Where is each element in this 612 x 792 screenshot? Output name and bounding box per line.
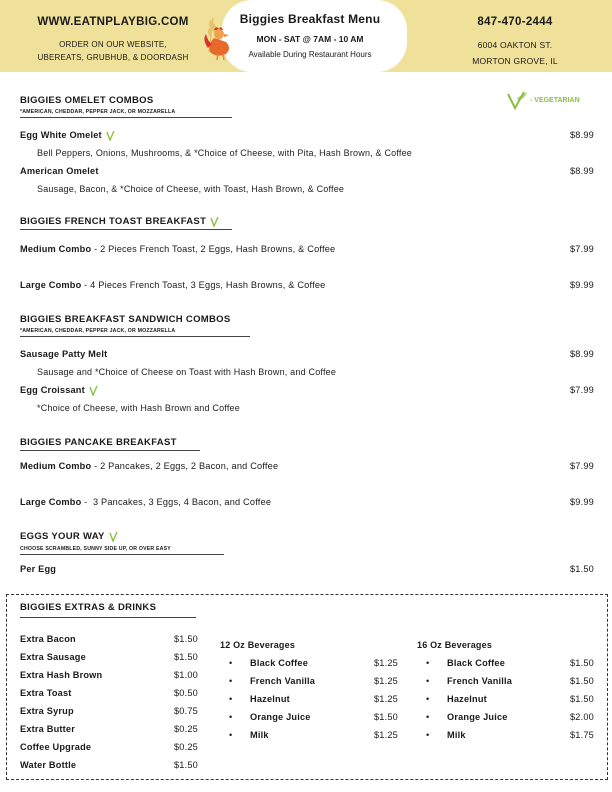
bullet-icon: • (229, 712, 233, 722)
list-item (417, 690, 594, 708)
item-name: Per Egg (20, 564, 57, 574)
item-name: Sausage Patty Melt (20, 349, 108, 359)
item-description: - 2 Pieces French Toast, 2 Eggs, Hash Browns, & Coffee (91, 244, 336, 254)
item-price: $8.99 (570, 349, 594, 359)
item-price: $1.50 (174, 760, 198, 770)
list-item (220, 672, 398, 690)
beverages-12oz (220, 640, 398, 744)
item-price: $0.50 (174, 688, 198, 698)
menu-item (20, 130, 115, 141)
section-divider (20, 336, 250, 337)
item-description: - 4 Pieces French Toast, 3 Eggs, Hash Browns, & Coffee (81, 280, 326, 290)
menu-item (20, 461, 278, 471)
item-name: Extra Hash Brown (20, 670, 103, 680)
item-price: $1.50 (570, 694, 594, 704)
eggs-section-subtitle: CHOOSE SCRAMBLED, SUNNY SIDE UP, OR OVER EASY (20, 546, 171, 552)
beverages-16oz-title: 16 Oz Beverages (417, 640, 493, 650)
french-toast-title-text: BIGGIES FRENCH TOAST BREAKFAST (20, 216, 207, 228)
section-divider (20, 229, 232, 230)
omelet-section-subtitle: *AMERICAN, CHEDDAR, PEPPER JACK, OR MOZZARELLA (20, 109, 176, 115)
item-name: Orange Juice (447, 712, 508, 722)
item-price: $1.50 (570, 564, 594, 574)
section-divider (20, 554, 224, 555)
menu-item (20, 385, 98, 396)
bullet-icon: • (229, 658, 233, 668)
section-divider (20, 117, 232, 118)
order-line-2: UBEREATS, GRUBHUB, & DOORDASH (37, 53, 189, 62)
section-divider (20, 450, 200, 451)
vegetarian-leaf-icon (506, 90, 528, 110)
item-price: $2.00 (570, 712, 594, 722)
bullet-icon: • (229, 730, 233, 740)
list-item (220, 654, 398, 672)
item-description: - 2 Pancakes, 2 Eggs, 2 Bacon, and Coffee (91, 461, 279, 471)
item-name: Coffee Upgrade (20, 742, 92, 752)
menu-hours: MON - SAT @ 7AM - 10 AM (256, 34, 364, 44)
item-name: Hazelnut (250, 694, 290, 704)
item-price: $1.25 (374, 730, 398, 740)
phone-number[interactable]: 847-470-2444 (477, 16, 553, 28)
menu-item (20, 497, 271, 507)
header-right-block (440, 16, 590, 69)
item-description: Bell Peppers, Onions, Mushrooms, & *Choice of Cheese, with Pita, Hash Brown, & Coffee (37, 148, 413, 158)
beverages-12oz-title: 12 Oz Beverages (220, 640, 296, 650)
vegetarian-leaf-icon (109, 531, 118, 542)
address-line-2: MORTON GROVE, IL (472, 56, 558, 66)
item-description: Sausage, Bacon, & *Choice of Cheese, with Toast, Hash Brown, & Coffee (37, 184, 345, 194)
item-description: *Choice of Cheese, with Hash Brown and Coffee (37, 403, 240, 413)
item-name: French Vanilla (250, 676, 316, 686)
item-name: Hazelnut (447, 694, 487, 704)
menu-item (20, 564, 56, 574)
order-line-1: ORDER ON OUR WEBSITE, (59, 40, 167, 49)
item-name: Orange Juice (250, 712, 311, 722)
item-price: $1.75 (570, 730, 594, 740)
item-name: Egg Croissant (20, 385, 85, 395)
omelet-section-title: BIGGIES OMELET COMBOS (20, 95, 154, 106)
bullet-icon: • (426, 694, 430, 704)
item-name: Milk (447, 730, 466, 740)
item-name: Extra Butter (20, 724, 75, 734)
extras-list (20, 630, 198, 774)
french-toast-section-title (20, 216, 219, 227)
vegetarian-leaf-icon (210, 216, 219, 227)
menu-item (20, 280, 325, 290)
item-price: $1.50 (570, 676, 594, 686)
vegetarian-leaf-icon (106, 130, 115, 141)
item-name: Extra Syrup (20, 706, 74, 716)
item-price: $7.99 (570, 244, 594, 254)
list-item (20, 702, 198, 720)
list-item (220, 690, 398, 708)
address (440, 37, 590, 69)
sandwich-section-title: BIGGIES BREAKFAST SANDWICH COMBOS (20, 314, 231, 325)
list-item (417, 654, 594, 672)
item-price: $1.25 (374, 658, 398, 668)
website-link[interactable]: WWW.EATNPLAYBIG.COM (37, 16, 189, 28)
bullet-icon: • (229, 694, 233, 704)
menu-item (20, 349, 107, 359)
item-price: $1.50 (570, 658, 594, 668)
item-price: $1.25 (374, 676, 398, 686)
header-center-block (230, 12, 390, 59)
beverages-16oz (417, 640, 594, 744)
item-name: Medium Combo (20, 461, 92, 471)
item-price: $7.99 (570, 385, 594, 395)
item-price: $1.00 (174, 670, 198, 680)
item-description: - 3 Pancakes, 3 Eggs, 4 Bacon, and Coffee (81, 497, 272, 507)
pancake-section-title: BIGGIES PANCAKE BREAKFAST (20, 437, 177, 448)
order-info (18, 38, 208, 64)
header-banner (0, 0, 612, 72)
list-item (20, 666, 198, 684)
header-left-block (18, 16, 208, 64)
item-name: Egg White Omelet (20, 130, 102, 140)
item-price: $9.99 (570, 497, 594, 507)
list-item (20, 648, 198, 666)
item-name: Black Coffee (447, 658, 506, 668)
list-item (220, 708, 398, 726)
vegetarian-legend (506, 90, 580, 110)
item-name: Extra Sausage (20, 652, 86, 662)
item-price: $8.99 (570, 166, 594, 176)
eggs-title-text: EGGS YOUR WAY (20, 531, 105, 543)
bullet-icon: • (426, 658, 430, 668)
menu-title: Biggies Breakfast Menu (239, 12, 381, 26)
vegetarian-leaf-icon (89, 385, 98, 396)
list-item (417, 672, 594, 690)
item-name: Extra Bacon (20, 634, 76, 644)
sandwich-section-subtitle: *AMERICAN, CHEDDAR, PEPPER JACK, OR MOZZARELLA (20, 328, 176, 334)
bullet-icon: • (426, 730, 430, 740)
menu-item (20, 166, 99, 176)
list-item (417, 708, 594, 726)
item-name: Medium Combo (20, 244, 92, 254)
bullet-icon: • (229, 676, 233, 686)
item-price: $1.50 (174, 652, 198, 662)
list-item (20, 756, 198, 774)
item-price: $7.99 (570, 461, 594, 471)
list-item (417, 726, 594, 744)
list-item (220, 726, 398, 744)
item-name: Extra Toast (20, 688, 72, 698)
menu-availability: Available During Restaurant Hours (248, 50, 372, 59)
bullet-icon: • (426, 712, 430, 722)
item-name: Milk (250, 730, 269, 740)
item-name: French Vanilla (447, 676, 513, 686)
item-price: $9.99 (570, 280, 594, 290)
list-item (20, 738, 198, 756)
list-item (20, 720, 198, 738)
item-name: American Omelet (20, 166, 99, 176)
item-name: Large Combo (20, 497, 82, 507)
item-price: $1.50 (174, 634, 198, 644)
list-item (20, 630, 198, 648)
item-name: Black Coffee (250, 658, 309, 668)
item-price: $0.25 (174, 742, 198, 752)
bullet-icon: • (426, 676, 430, 686)
list-item (20, 684, 198, 702)
item-price: $1.25 (374, 694, 398, 704)
item-name: Water Bottle (20, 760, 77, 770)
item-description: Sausage and *Choice of Cheese on Toast with Hash Brown, and Coffee (37, 367, 337, 377)
item-name: Large Combo (20, 280, 82, 290)
eggs-section-title (20, 531, 118, 542)
item-price: $8.99 (570, 130, 594, 140)
menu-item (20, 244, 335, 254)
item-price: $1.50 (374, 712, 398, 722)
vegetarian-legend-label: - VEGETARIAN (530, 96, 580, 104)
extras-section-title: BIGGIES EXTRAS & DRINKS (20, 602, 157, 613)
section-divider (20, 617, 196, 618)
item-price: $0.75 (174, 706, 198, 716)
item-price: $0.25 (174, 724, 198, 734)
address-line-1: 6004 OAKTON ST. (477, 40, 553, 50)
